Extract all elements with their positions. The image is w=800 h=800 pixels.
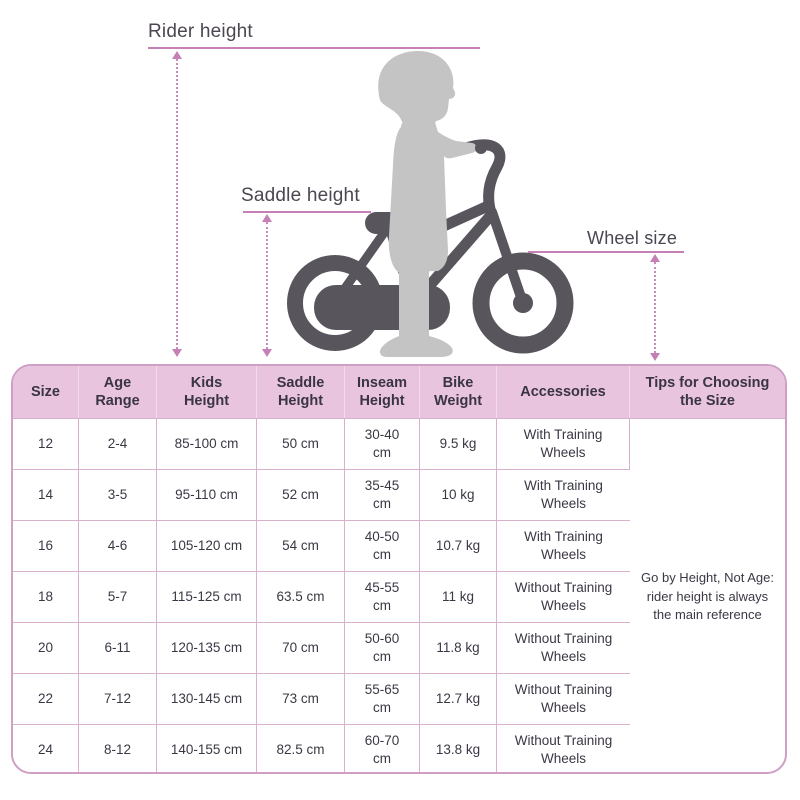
cell-size: 18	[13, 571, 79, 622]
rider-height-label: Rider height	[148, 21, 253, 42]
cell-inseam-height: 30-40 cm	[345, 418, 420, 469]
cell-inseam-height: 40-50 cm	[345, 520, 420, 571]
cell-accessories: Without Training Wheels	[497, 724, 630, 774]
cell-saddle-height: 52 cm	[257, 469, 345, 520]
header-size: Size	[13, 366, 79, 418]
header-kids-height: Kids Height	[157, 366, 257, 418]
bike-silhouette	[295, 145, 565, 345]
size-table-header	[13, 366, 785, 418]
cell-accessories: Without Training Wheels	[497, 571, 630, 622]
kid-silhouette	[378, 51, 476, 357]
cell-accessories: With Training Wheels	[497, 469, 630, 520]
header-tips: Tips for Choosing the Size	[630, 366, 785, 418]
cell-accessories: Without Training Wheels	[497, 673, 630, 724]
arrow-up-icon	[650, 254, 660, 262]
header-inseam-height: Inseam Height	[345, 366, 420, 418]
cell-kids-height: 130-145 cm	[157, 673, 257, 724]
cell-accessories: With Training Wheels	[497, 520, 630, 571]
header-bike-weight: Bike Weight	[420, 366, 497, 418]
cell-size: 24	[13, 724, 79, 774]
cell-saddle-height: 50 cm	[257, 418, 345, 469]
cell-bike-weight: 13.8 kg	[420, 724, 497, 774]
cell-kids-height: 140-155 cm	[157, 724, 257, 774]
cell-age-range: 4-6	[79, 520, 157, 571]
header-age-range: Age Range	[79, 366, 157, 418]
header-accessories: Accessories	[497, 366, 630, 418]
dotted-line	[654, 262, 656, 353]
cell-age-range: 7-12	[79, 673, 157, 724]
cell-age-range: 2-4	[79, 418, 157, 469]
handlebar-grip	[475, 142, 487, 154]
wheel-size-line	[528, 251, 684, 253]
wheel-size-label: Wheel size	[587, 228, 678, 248]
cell-bike-weight: 9.5 kg	[420, 418, 497, 469]
dotted-line	[176, 59, 178, 349]
cell-size: 16	[13, 520, 79, 571]
cell-bike-weight: 12.7 kg	[420, 673, 497, 724]
cell-bike-weight: 11.8 kg	[420, 622, 497, 673]
cell-inseam-height: 45-55 cm	[345, 571, 420, 622]
cell-age-range: 6-11	[79, 622, 157, 673]
cell-inseam-height: 55-65 cm	[345, 673, 420, 724]
arrow-down-icon	[262, 349, 272, 357]
cell-saddle-height: 73 cm	[257, 673, 345, 724]
saddle-height-arrow	[261, 214, 273, 357]
rider-height-arrow	[171, 51, 183, 357]
cell-bike-weight: 10.7 kg	[420, 520, 497, 571]
cell-tips: Go by Height, Not Age: rider height is always the main reference	[630, 418, 785, 774]
cell-bike-weight: 10 kg	[420, 469, 497, 520]
cell-saddle-height: 63.5 cm	[257, 571, 345, 622]
cell-age-range: 5-7	[79, 571, 157, 622]
rider-height-line	[148, 47, 480, 49]
arrow-down-icon	[172, 349, 182, 357]
cell-saddle-height: 82.5 cm	[257, 724, 345, 774]
cell-size: 14	[13, 469, 79, 520]
cell-saddle-height: 54 cm	[257, 520, 345, 571]
cell-kids-height: 105-120 cm	[157, 520, 257, 571]
arrow-up-icon	[262, 214, 272, 222]
cell-inseam-height: 35-45 cm	[345, 469, 420, 520]
cell-age-range: 8-12	[79, 724, 157, 774]
cell-age-range: 3-5	[79, 469, 157, 520]
size-table	[11, 364, 787, 774]
wheel-size-arrow	[649, 254, 661, 361]
cell-accessories: With Training Wheels	[497, 418, 630, 469]
dotted-line	[266, 222, 268, 349]
cell-bike-weight: 11 kg	[420, 571, 497, 622]
cell-size: 12	[13, 418, 79, 469]
cell-inseam-height: 60-70 cm	[345, 724, 420, 774]
saddle-height-label: Saddle height	[241, 185, 360, 206]
cell-saddle-height: 70 cm	[257, 622, 345, 673]
header-saddle-height: Saddle Height	[257, 366, 345, 418]
table-row	[13, 418, 785, 469]
cell-kids-height: 120-135 cm	[157, 622, 257, 673]
cell-kids-height: 115-125 cm	[157, 571, 257, 622]
cell-inseam-height: 50-60 cm	[345, 622, 420, 673]
cell-size: 20	[13, 622, 79, 673]
saddle-height-line	[243, 211, 371, 213]
cell-accessories: Without Training Wheels	[497, 622, 630, 673]
cell-size: 22	[13, 673, 79, 724]
cell-kids-height: 85-100 cm	[157, 418, 257, 469]
cell-kids-height: 95-110 cm	[157, 469, 257, 520]
arrow-up-icon	[172, 51, 182, 59]
arrow-down-icon	[650, 353, 660, 361]
